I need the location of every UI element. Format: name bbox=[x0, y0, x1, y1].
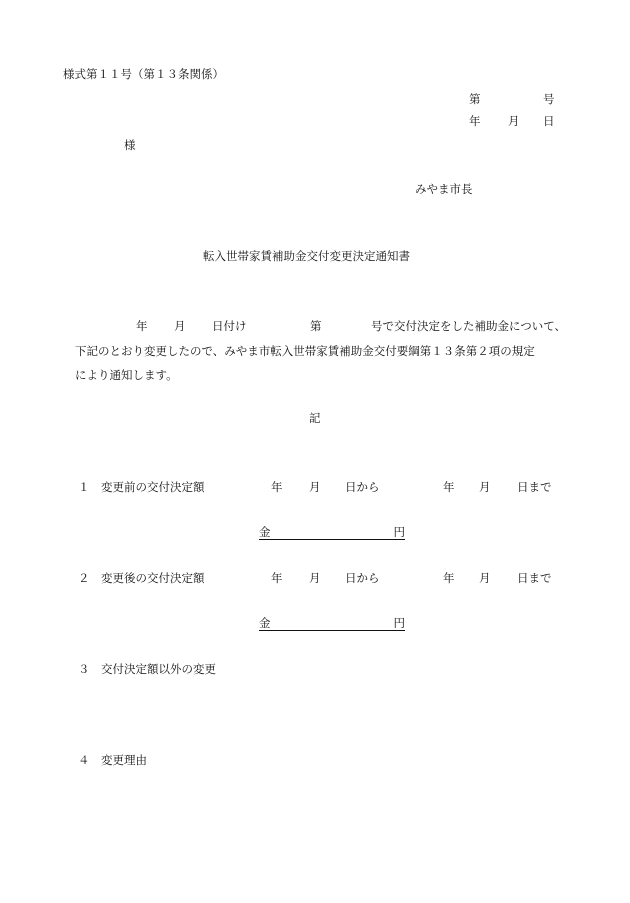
item4-label: ４ 変更理由 bbox=[78, 753, 147, 767]
ki-heading: 記 bbox=[309, 411, 321, 425]
body-year: 年 bbox=[136, 319, 148, 333]
item1-amount-suffix: 円 bbox=[393, 525, 405, 539]
document-number-suffix: 号 bbox=[543, 92, 555, 106]
body-line1-rest: 号で交付決定をした補助金について、 bbox=[371, 319, 567, 333]
document-number-prefix: 第 bbox=[469, 92, 481, 106]
item1-from-month: 月 bbox=[309, 480, 321, 494]
item2-label: ２ 変更後の交付決定額 bbox=[78, 571, 205, 585]
item2-until-day: 日まで bbox=[517, 571, 552, 585]
issue-date-day: 日 bbox=[543, 114, 555, 128]
item1-from-day: 日から bbox=[345, 480, 380, 494]
body-month: 月 bbox=[174, 319, 186, 333]
item2-from-year: 年 bbox=[271, 571, 283, 585]
body-number-prefix: 第 bbox=[310, 319, 322, 333]
item2-until-year: 年 bbox=[443, 571, 455, 585]
body-day: 日付け bbox=[212, 319, 247, 333]
item1-until-day: 日まで bbox=[517, 480, 552, 494]
issue-date-month: 月 bbox=[508, 114, 520, 128]
issuer-name: みやま市長 bbox=[415, 182, 473, 196]
body-line2: 下記のとおり変更したので、みやま市転入世帯家賃補助金交付要綱第１３条第２項の規定 bbox=[75, 344, 535, 358]
item1-until-month: 月 bbox=[479, 480, 491, 494]
item1-until-year: 年 bbox=[443, 480, 455, 494]
item2-amount-line bbox=[259, 616, 405, 631]
item2-from-day: 日から bbox=[345, 571, 380, 585]
document-title: 転入世帯家賃補助金交付変更決定通知書 bbox=[203, 249, 410, 263]
item1-label: １ 変更前の交付決定額 bbox=[78, 480, 205, 494]
item1-amount-prefix: 金 bbox=[259, 525, 271, 539]
item2-from-month: 月 bbox=[309, 571, 321, 585]
issue-date-year: 年 bbox=[469, 114, 481, 128]
addressee-suffix: 様 bbox=[124, 138, 136, 152]
item2-amount-prefix: 金 bbox=[259, 616, 271, 630]
item1-amount-line bbox=[259, 525, 405, 540]
form-number-label: 様式第１１号（第１３条関係） bbox=[63, 67, 224, 81]
body-line3: により通知します。 bbox=[75, 368, 178, 382]
item3-label: ３ 交付決定額以外の変更 bbox=[78, 662, 216, 676]
item2-until-month: 月 bbox=[479, 571, 491, 585]
item2-amount-suffix: 円 bbox=[393, 616, 405, 630]
item1-from-year: 年 bbox=[271, 480, 283, 494]
